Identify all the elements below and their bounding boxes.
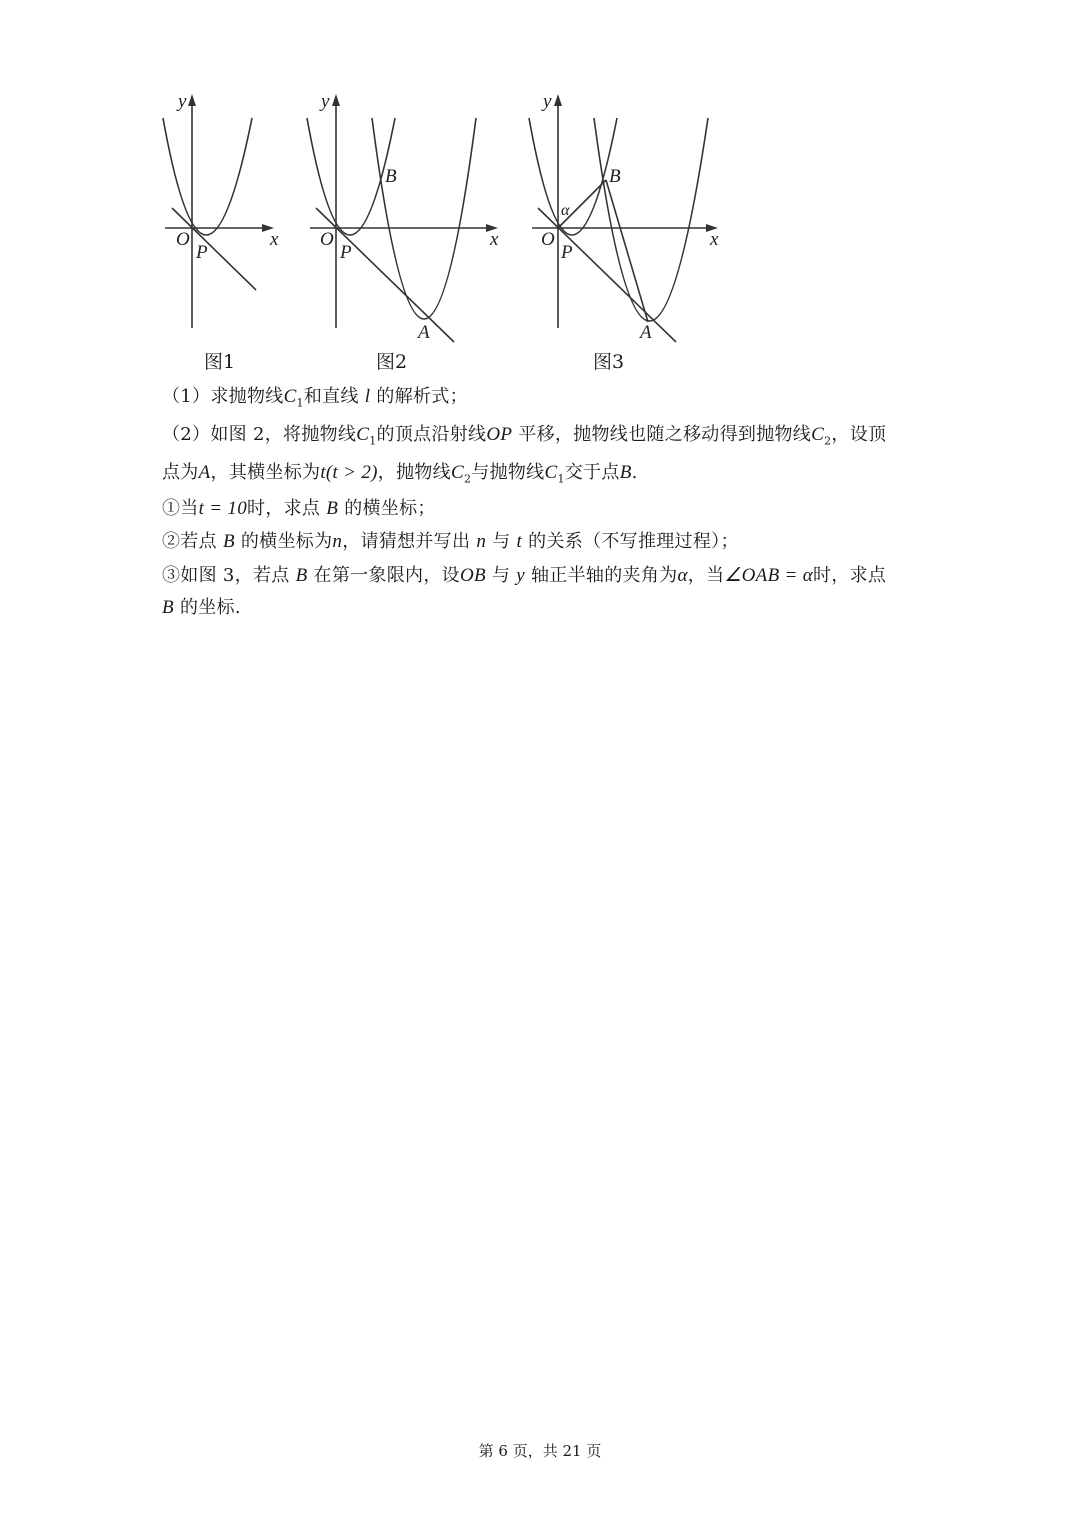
figure-1-graph <box>155 90 285 340</box>
segment-ab <box>606 180 648 322</box>
point-p-label: P <box>561 242 573 263</box>
figure-3-caption: 图3 <box>593 351 625 373</box>
parabola-c1 <box>529 118 617 235</box>
parabola-c2 <box>372 118 476 319</box>
origin-label: O <box>176 229 190 250</box>
point-a-label: A <box>640 322 652 343</box>
y-axis-arrow <box>554 94 562 106</box>
point-a-label: A <box>418 322 430 343</box>
y-axis-arrow <box>332 94 340 106</box>
figure-3-graph <box>520 90 730 350</box>
figure-2-caption: 图2 <box>376 351 408 373</box>
x-label: x <box>490 229 499 250</box>
y-label: y <box>543 91 552 112</box>
point-p-label: P <box>340 242 352 263</box>
origin-label: O <box>320 229 334 250</box>
angle-alpha-label: α <box>561 202 570 219</box>
y-label: y <box>321 91 330 112</box>
figure-1-caption: 图1 <box>204 351 236 373</box>
x-label: x <box>710 229 719 250</box>
point-b-label: B <box>609 166 621 187</box>
x-label: x <box>270 229 279 250</box>
question-part-1: （1）求抛物线$C_1$和直线 l 的解析式； <box>162 386 468 410</box>
question-part-2-line-2: 点为A，其横坐标为t(t > 2)，抛物线$C_2$与抛物线$C_1$交于点B. <box>162 462 638 486</box>
question-sub-3-line-1: ③如图 3，若点 B 在第一象限内，设OB 与 y 轴正半轴的夹角为α，当∠OAB = α时，求点 <box>162 565 887 586</box>
question-part-2-line-1: （2）如图 2，将抛物线$C_1$的顶点沿射线OP 平移，抛物线也随之移动得到抛物线$C_2$，设顶 <box>162 424 887 448</box>
figure-2-graph <box>300 90 510 350</box>
question-sub-2: ②若点 B 的横坐标为n，请猜想并写出 n 与 t 的关系（不写推理过程）； <box>162 531 739 552</box>
y-axis-arrow <box>188 94 196 106</box>
parabola-c1 <box>163 118 252 235</box>
question-sub-1: ①当t = 10时，求点 B 的横坐标； <box>162 498 436 519</box>
point-b-label: B <box>385 166 397 187</box>
point-p-label: P <box>196 242 208 263</box>
page-footer: 第 6 页，共 21 页 <box>478 1442 602 1460</box>
question-sub-3-line-2: B 的坐标. <box>162 597 241 618</box>
parabola-c1 <box>307 118 395 235</box>
y-label: y <box>178 91 187 112</box>
origin-label: O <box>541 229 555 250</box>
